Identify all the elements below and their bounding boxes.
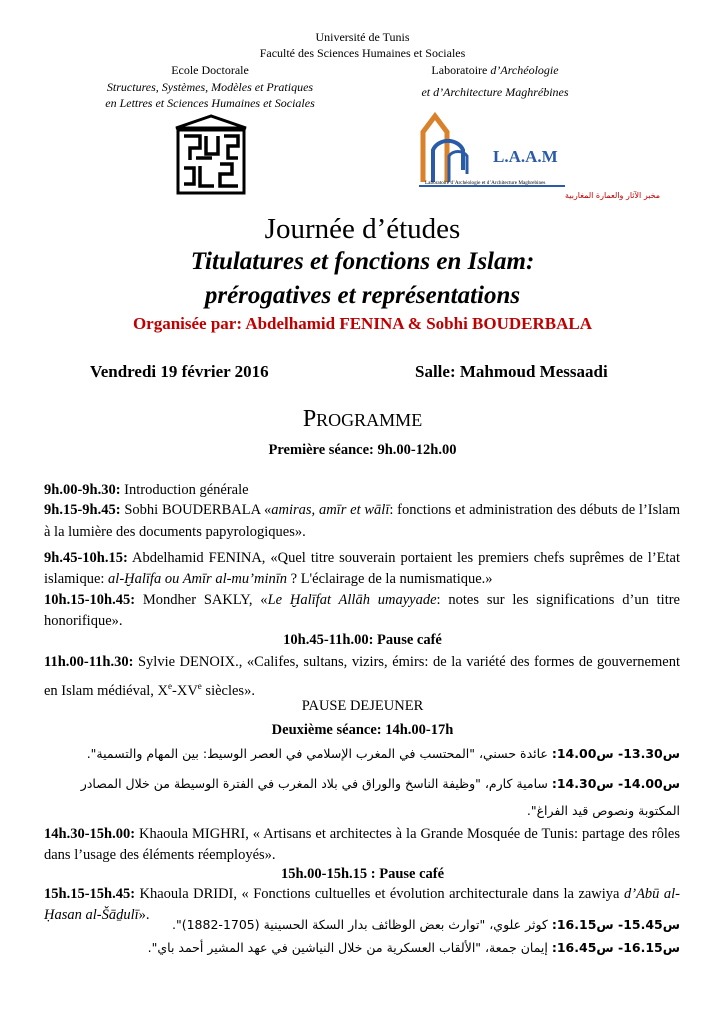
laam-logo-subtitle: Laboratoire d’Archéologie et d’Architecture Maghrebines xyxy=(425,180,546,186)
item-text: Mondher SAKLY, « xyxy=(135,592,268,608)
item-text-italic: Le Ḫalīfat Allāh umayyade xyxy=(267,592,437,608)
programme-item-5 xyxy=(44,650,680,703)
item-text: كوثر علوي، "توارث بعض الوظائف بدار السكة الحسينية (1705-1882)". xyxy=(172,917,552,932)
item-time: س14.00- س14.30: xyxy=(551,776,680,791)
item-text: سامية كارم، "وظيفة الناسخ والوراق في بلاد المغرب في الفترة الوسيطة من خلال المصادر المكتوبة ونصوص قيد الفراغ". xyxy=(80,776,680,818)
item-time: س15.45- س16.15: xyxy=(551,917,680,932)
item-text-italic: al-Ḫalīfa ou Amīr al-mu’minīn xyxy=(108,571,288,587)
doctoral-school: Ecole Doctorale xyxy=(171,63,249,77)
event-subtitle-2: prérogatives et représentations xyxy=(204,282,521,309)
item-text: Khaoula MIGHRI, « Artisans et architectes à la Grande Mosquée de Tunis: partage des rôles dans l’usage des éléments réemployés». xyxy=(44,826,680,863)
session-1-heading: Première séance: 9h.00-12h.00 xyxy=(268,442,457,458)
item-time: 15h.15-15h.45: xyxy=(44,886,136,902)
item-text: : notes sur les significations d’un titre honorifique». xyxy=(44,592,680,629)
item-time: 10h.15-10h.45: xyxy=(44,592,136,608)
item-time: 9h.45-10h.15: xyxy=(44,550,128,566)
event-subtitle-1: Titulatures et fonctions en Islam: xyxy=(190,248,535,275)
item-text: ». xyxy=(138,907,150,923)
item-time: 11h.00-11h.30: xyxy=(44,654,134,670)
laam-logo xyxy=(415,110,661,205)
programme-item-7 xyxy=(44,770,680,824)
faculty-name: Faculté des Sciences Humaines et Sociales xyxy=(259,46,466,60)
event-date: Vendredi 19 février 2016 xyxy=(90,362,269,381)
coffee-break-2: 15h.00-15h.15 : Pause café xyxy=(280,866,445,882)
item-text: Abdelhamid FENINA, «Quel titre souverain portaient les premiers chefs suprêmes de l’Etat islamique: xyxy=(44,550,680,587)
programme-item-3 xyxy=(44,548,680,590)
event-room: Salle: Mahmoud Messaadi xyxy=(415,362,608,381)
item-text: Sylvie DENOIX., «Califes, sultans, vizirs, émirs: de la variété des formes de gouvernement en Islam médiéval, X xyxy=(44,654,680,699)
laam-logo-text: L.A.A.M xyxy=(493,147,558,166)
item-text: Introduction générale xyxy=(120,482,249,498)
programme-item-2 xyxy=(44,499,680,543)
item-time: 9h.15-9h.45: xyxy=(44,502,121,518)
programme-item-1 xyxy=(44,480,680,501)
programme-heading-rest: ROGRAMME xyxy=(316,410,423,430)
lab-name-line1 xyxy=(390,62,600,78)
item-text: -XV xyxy=(172,682,198,699)
programme-item-4 xyxy=(44,590,680,632)
lab-prefix: Laboratoire xyxy=(431,63,488,77)
item-text: Sobhi BOUDERBALA « xyxy=(120,502,272,518)
doctoral-school-logo xyxy=(172,114,250,196)
lab-name-italic: d’Archéologie xyxy=(490,63,559,77)
item-time: س13.30- س14.00: xyxy=(551,746,680,761)
programme-heading-initial: P xyxy=(302,406,317,432)
doctoral-subtitle-2: en Lettres et Sciences Humaines et Sociales xyxy=(105,96,315,110)
item-text: ? L'éclairage de la numismatique.» xyxy=(287,571,493,587)
lunch-break: PAUSE DEJEUNER xyxy=(301,698,424,714)
programme-item-6 xyxy=(44,743,680,764)
item-text: Khaoula DRIDI, « Fonctions cultuelles et évolution architecturale dans la zawiya xyxy=(135,886,624,902)
item-text: عائدة حسني، "المحتسب في المغرب الإسلامي في العصر الوسيط: بين المهام والتسمية". xyxy=(86,746,552,761)
item-text: siècles». xyxy=(201,682,255,699)
organizers: Organisée par: Abdelhamid FENINA & Sobhi BOUDERBALA xyxy=(132,314,593,333)
programme-heading xyxy=(0,405,725,434)
programme-item-11 xyxy=(44,937,680,958)
programme-item-10 xyxy=(44,914,680,935)
doctoral-subtitle-1: Structures, Systèmes, Modèles et Pratiques xyxy=(106,80,314,94)
item-text: : fonctions et administration des débuts de l’Islam à la lumière des documents papyrologiques». xyxy=(44,502,680,540)
event-title: Journée d’études xyxy=(264,213,461,245)
university-name: Université de Tunis xyxy=(315,30,410,44)
session-2-heading: Deuxième séance: 14h.00-17h xyxy=(271,722,454,738)
item-time: 14h.30-15h.00: xyxy=(44,826,136,842)
superscript: e xyxy=(168,681,173,691)
item-text: إيمان جمعة، "الألقاب العسكرية من خلال النياشين في عهد المشير أحمد باي". xyxy=(147,940,552,955)
superscript: e xyxy=(197,681,202,691)
item-text-italic: d’Abū al-Ḥasan al-Šāḏulī xyxy=(44,886,680,923)
laam-logo-arabic: مخبر الآثار والعمارة المغاربية xyxy=(565,191,661,200)
item-time: 9h.00-9h.30: xyxy=(44,482,121,498)
item-time: س16.15- س16.45: xyxy=(551,940,680,955)
coffee-break-1: 10h.45-11h.00: Pause café xyxy=(283,632,442,648)
lab-name-line2: et d’Architecture Maghrébines xyxy=(421,85,569,99)
programme-item-8 xyxy=(44,824,680,866)
item-text-italic: amiras, amīr et wālī xyxy=(271,502,390,518)
